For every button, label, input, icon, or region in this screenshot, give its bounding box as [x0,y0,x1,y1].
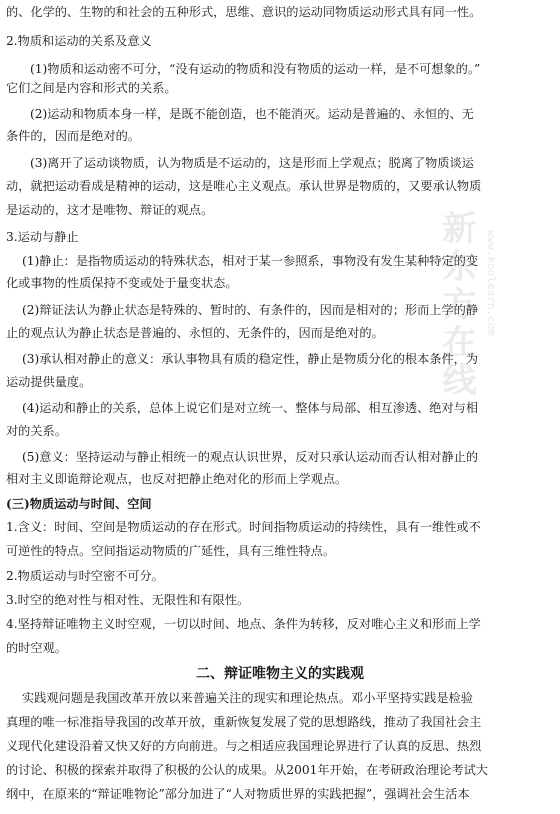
text-line: 相对主义即诡辩论观点，也反对把静止绝对化的形而上学观点。 [6,472,348,486]
text-line: 对的关系。 [6,424,67,438]
text-line: 动，就把运动看成是精神的运动，这是唯心主义观点。承认世界是物质的，又要承认物质 [6,179,482,193]
watermark-url: www.koolearn.com [485,230,498,336]
text-line: 1.含义：时间、空间是物质运动的存在形式。时间指物质运动的持续性，具有一维性或不 [6,520,481,534]
text-line: 可逆性的特点。空间指运动物质的广延性，具有三维性特点。 [6,544,336,558]
text-line: 止的观点认为静止状态是普遍的、永恒的、无条件的，因而是绝对的。 [6,326,384,340]
text-line: 它们之间是内容和形式的关系。 [6,81,177,95]
text-line: 的、化学的、生物的和社会的五种形式，思维、意识的运动同物质运动形式具有同一性。 [6,5,482,19]
text-line: (3)离开了运动谈物质，认为物质是不运动的，这是形而上学观点；脱离了物质谈运 [30,156,474,170]
text-line: 真理的唯一标准指导我国的改革开放，重新恢复发展了党的思想路线，推动了我国社会主 [6,715,482,729]
text-line: 纲中，在原来的“辩证唯物论”部分加进了“人对物质世界的实践把握”，强调社会生活本 [6,787,470,801]
text-line: 运动提供量度。 [6,375,92,389]
section-heading: (三)物质运动与时间、空间 [6,497,152,511]
text-line: (3)承认相对静止的意义：承认事物具有质的稳定性，静止是物质分化的根本条件，为 [22,352,479,366]
subheading: 3.运动与静止 [6,230,79,244]
text-line: (2)运动和物质本身一样，是既不能创造，也不能消灭。运动是普遍的、永恒的、无 [30,107,474,121]
text-line: 义现代化建设沿着又快又好的方向前进。与之相适应我国理论界进行了认真的反思、热烈 [6,739,482,753]
text-line: 的时空观。 [6,641,67,655]
text-line: 条件的，因而是绝对的。 [6,129,141,143]
text-line: 的讨论、积极的探索并取得了积极的公认的成果。从2001年开始，在考研政治理论考试大 [6,763,488,777]
text-line: (2)辩证法认为静止状态是特殊的、暂时的、有条件的，因而是相对的；形而上学的静 [22,303,479,317]
text-line: 实践观问题是我国改革开放以来普遍关注的现实和理论热点。邓小平坚持实践是检验 [22,691,473,705]
text-line: (1)静止：是指物质运动的特殊状态，相对于某一参照系，事物没有发生某种特定的变 [22,254,479,268]
text-line: 3.时空的绝对性与相对性、无限性和有限性。 [6,593,250,607]
watermark-logo: 新东方在线 [436,210,476,400]
text-line: 2.物质运动与时空密不可分。 [6,569,164,583]
text-line: 化或事物的性质保持不变或处于量变状态。 [6,276,238,290]
chapter-heading: 二、辩证唯物主义的实践观 [196,666,364,682]
subheading: 2.物质和运动的关系及意义 [6,34,152,48]
text-line: (5)意义：坚持运动与静止相统一的观点认识世界，反对只承认运动而否认相对静止的 [22,450,479,464]
text-line: (4)运动和静止的关系，总体上说它们是对立统一、整体与局部、相互渗透、绝对与相 [22,401,479,415]
text-line: 4.坚持辩证唯物主义时空观，一切以时间、地点、条件为转移，反对唯心主义和形而上学 [6,617,481,631]
text-line: 是运动的，这才是唯物、辩证的观点。 [6,203,214,217]
text-line: (1)物质和运动密不可分，“没有运动的物质和没有物质的运动一样，是不可想象的。” [30,62,481,76]
